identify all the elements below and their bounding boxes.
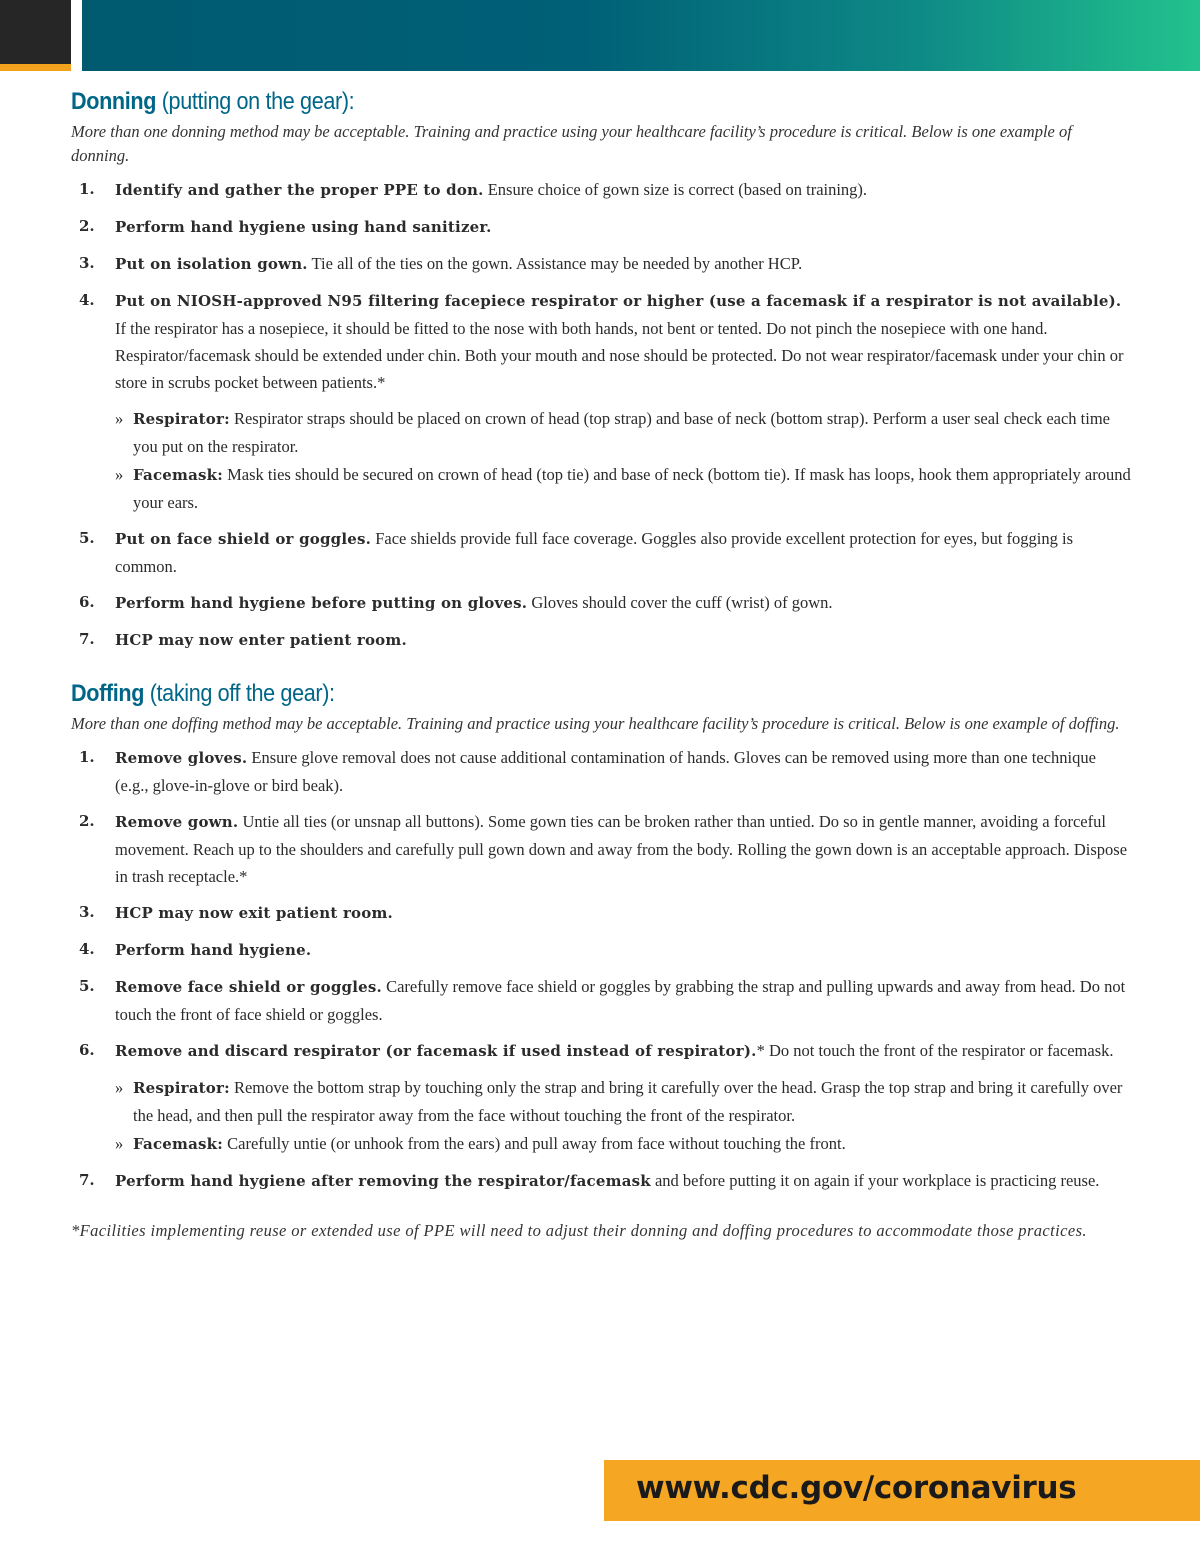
doffing-intro: More than one doffing method may be acceptable. Training and practice using your healthcare facility’s procedure is critical. Below is one example of doffing. bbox=[71, 714, 1120, 733]
sub-item-respirator: » Respirator: Respirator straps should be placed on crown of head (top strap) and base of neck (bottom strap). Perform a user seal check each time you put on the respirator. bbox=[115, 405, 1131, 460]
sub-item-respirator: » Respirator: Remove the bottom strap by touching only the strap and bring it carefully over the head. Grasp the top strap and bring it carefully over the head, and then pull the respirator away from the face without touching the front of the respirator. bbox=[115, 1074, 1131, 1129]
list-item: 2. Perform hand hygiene using hand sanitizer. bbox=[79, 217, 492, 236]
list-item: 4. Perform hand hygiene. bbox=[79, 940, 312, 959]
list-item: 5. Put on face shield or goggles. Face shields provide full face coverage. Goggles also provide excellent protection for eyes, but fogging is common. bbox=[79, 529, 1074, 576]
doffing-step6-substeps bbox=[115, 1074, 1131, 1158]
chevron-bullet-icon: » bbox=[115, 409, 124, 428]
chevron-bullet-icon: » bbox=[115, 1134, 124, 1153]
header-orange-accent bbox=[0, 64, 71, 71]
list-item: 6. Remove and discard respirator (or facemask if used instead of respirator).* Do not touch the front of the respirator or facemask. » Respirator: Remove the bottom strap by touching only the strap and bring it carefully over the head. Grasp the top strap and bring it carefully over the head, and then pull the respirator away from the face without touching the front of the respirator. » Facemask: Carefully untie (or unhook from the ears) and pull away from face without touching the front. bbox=[71, 1037, 1131, 1158]
list-item: 3. HCP may now exit patient room. bbox=[79, 903, 393, 922]
doffing-heading: Doffing (taking off the gear): bbox=[71, 680, 335, 707]
cdc-website-link[interactable]: www.cdc.gov/coronavirus bbox=[636, 1470, 1077, 1506]
list-item: 1. Remove gloves. Ensure glove removal does not cause additional contamination of hands. Gloves can be removed using more than one technique (e.g., glove-in-glove or bird beak). bbox=[79, 748, 1096, 795]
footer-bar bbox=[604, 1460, 1200, 1521]
list-item: 6. Perform hand hygiene before putting on gloves. Gloves should cover the cuff (wrist) of gown. bbox=[79, 593, 833, 612]
header-banner bbox=[82, 0, 1200, 71]
chevron-bullet-icon: » bbox=[115, 465, 124, 484]
header-dark-block bbox=[0, 0, 71, 64]
list-item: 5. Remove face shield or goggles. Carefully remove face shield or goggles by grabbing the strap and pulling upwards and away from head. Do not touch the front of face shield or goggles. bbox=[79, 977, 1126, 1024]
list-item: 2. Remove gown. Untie all ties (or unsnap all buttons). Some gown ties can be broken rather than untied. Do so in gentle manner, avoiding a forceful movement. Reach up to the shoulders and carefully pull gown down and away from the body. Rolling the gown down is an acceptable approach. Dispose in trash receptacle.* bbox=[79, 812, 1128, 886]
list-item: 3. Put on isolation gown. Tie all of the ties on the gown. Assistance may be needed by another HCP. bbox=[79, 254, 803, 273]
footnote: *Facilities implementing reuse or extended use of PPE will need to adjust their donning and doffing procedures to accommodate those practices. bbox=[71, 1221, 1087, 1240]
doffing-steps bbox=[71, 744, 1131, 1195]
chevron-bullet-icon: » bbox=[115, 1078, 124, 1097]
list-item: 4. Put on NIOSH-approved N95 filtering facepiece respirator or higher (use a facemask if a respirator is not available). If the respirator has a nosepiece, it should be fitted to the nose with both hands, not bent or tented. Do not pinch the nosepiece with one hand. Respirator/facemask should be extended under chin. Both your mouth and nose should be protected. Do not wear respirator/facemask under your chin or store in scrubs pocket between patients.* » Respirator: Respirator straps should be placed on crown of head (top strap) and base of neck (bottom strap). Perform a user seal check each time you put on the respirator. » Facemask: Mask ties should be secured on crown of head (top tie) and base of neck (bottom tie). If mask has loops, hook them appropriately around your ears. bbox=[71, 287, 1131, 516]
donning-steps bbox=[71, 176, 1131, 654]
sub-item-facemask: » Facemask: Mask ties should be secured on crown of head (top tie) and base of neck (bottom tie). If mask has loops, hook them appropriately around your ears. bbox=[115, 461, 1131, 516]
list-item: 7. Perform hand hygiene after removing the respirator/facemask and before putting it on again if your workplace is practicing reuse. bbox=[79, 1171, 1100, 1190]
list-item: 7. HCP may now enter patient room. bbox=[79, 630, 407, 649]
donning-intro: More than one donning method may be acceptable. Training and practice using your healthcare facility’s procedure is critical. Below is one example of donning. bbox=[71, 122, 1072, 165]
donning-heading: Donning (putting on the gear): bbox=[71, 88, 355, 115]
list-item: 1. Identify and gather the proper PPE to don. Ensure choice of gown size is correct (based on training). bbox=[79, 180, 868, 199]
sub-item-facemask: » Facemask: Carefully untie (or unhook from the ears) and pull away from face without touching the front. bbox=[115, 1130, 1131, 1158]
donning-step4-substeps bbox=[115, 405, 1131, 516]
main-content bbox=[71, 88, 1131, 1243]
